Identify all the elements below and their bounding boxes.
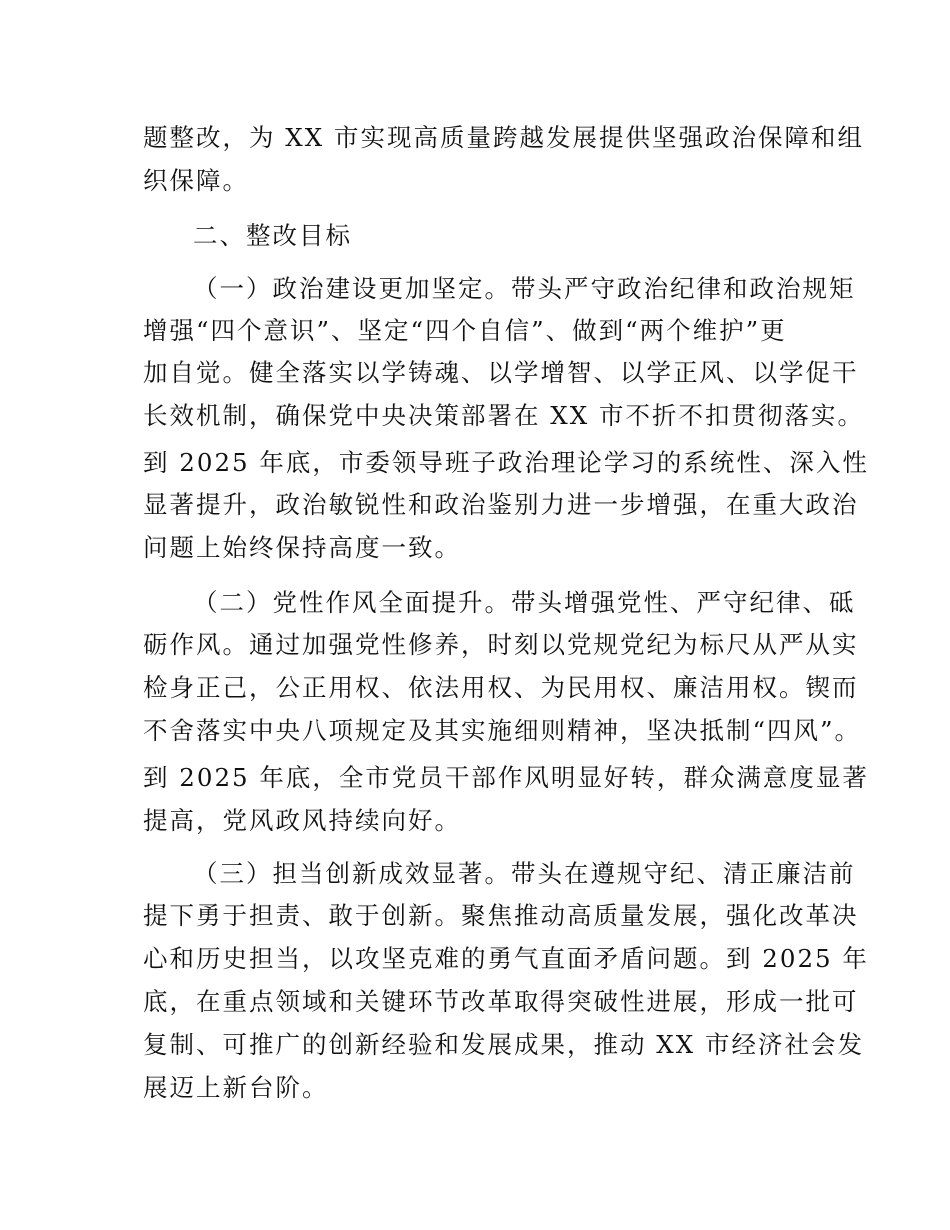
paragraph-1-line: 长效机制，确保党中央决策部署在 XX 市不折不扣贯彻落实。 (143, 401, 864, 430)
section-heading: 二、整改目标 (193, 221, 352, 250)
text-line: 织保障。 (143, 166, 249, 195)
paragraph-1-line: （一）政治建设更加坚定。带头严守政治纪律和政治规矩 (193, 274, 856, 303)
paragraph-2-line: 提高，党风政风持续向好。 (143, 806, 461, 835)
paragraph-2-line: 砺作风。通过加强党性修养，时刻以党规党纪为标尺从严从实 (143, 630, 859, 659)
paragraph-1-line: 到 2025 年底，市委领导班子政治理论学习的系统性、深入性 (143, 448, 869, 477)
paragraph-3-line: 心和历史担当，以攻坚克难的勇气直面矛盾问题。到 2025 年 (143, 944, 869, 973)
paragraph-1-line: 问题上始终保持高度一致。 (143, 533, 461, 562)
paragraph-1-line: 加自觉。健全落实以学铸魂、以学增智、以学正风、以学促干 (143, 358, 859, 387)
paragraph-2-line: 检身正己，公正用权、依法用权、为民用权、廉洁用权。锲而 (143, 673, 859, 702)
paragraph-2-line: 不舍落实中央八项规定及其实施细则精神，坚决抵制“四风”。 (143, 716, 862, 745)
paragraph-1-line: 显著提升，政治敏锐性和政治鉴别力进一步增强，在重大政治 (143, 490, 859, 519)
paragraph-3-line: 展迈上新台阶。 (143, 1073, 329, 1102)
paragraph-3-line: （三）担当创新成效显著。带头在遵规守纪、清正廉洁前 (193, 859, 856, 888)
paragraph-3-line: 提下勇于担责、敢于创新。聚焦推动高质量发展，强化改革决 (143, 901, 859, 930)
paragraph-3-line: 复制、可推广的创新经验和发展成果，推动 XX 市经济社会发 (143, 1030, 864, 1059)
paragraph-3-line: 底，在重点领域和关键环节改革取得突破性进展，形成一批可 (143, 987, 859, 1016)
paragraph-2-line: 到 2025 年底，全市党员干部作风明显好转，群众满意度显著 (143, 763, 869, 792)
text-line: 题整改，为 XX 市实现高质量跨越发展提供坚强政治保障和组 (143, 123, 864, 152)
paragraph-2-line: （二）党性作风全面提升。带头增强党性、严守纪律、砥 (193, 588, 856, 617)
paragraph-1-line: 增强“四个意识”、坚定“四个自信”、做到“两个维护”更 (143, 316, 787, 345)
